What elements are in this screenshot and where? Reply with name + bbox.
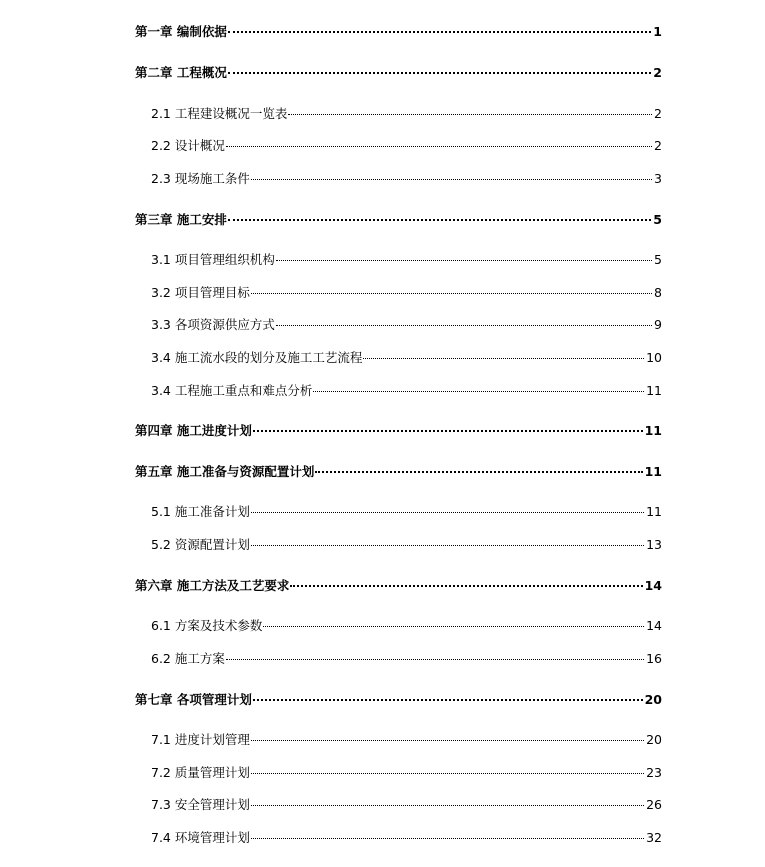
- dot-leader: [228, 30, 651, 33]
- toc-entry-title: 5.2 资源配置计划: [151, 537, 250, 552]
- toc-entry-section-6-1[interactable]: [151, 617, 662, 635]
- dot-leader: [228, 71, 651, 74]
- toc-entry-title: 6.2 施工方案: [151, 651, 225, 666]
- toc-entry-title: 第一章 编制依据: [135, 24, 227, 39]
- toc-entry-chapter-2[interactable]: [135, 64, 662, 82]
- toc-entry-page: 2: [654, 138, 662, 153]
- dot-leader: [251, 511, 644, 513]
- toc-entry-title: 3.3 各项资源供应方式: [151, 317, 275, 332]
- toc-entry-section-7-4[interactable]: [151, 829, 662, 847]
- toc-entry-title: 7.4 环境管理计划: [151, 830, 250, 845]
- toc-entry-title: 7.1 进度计划管理: [151, 732, 250, 747]
- toc-entry-page: 26: [646, 797, 662, 812]
- dot-leader: [251, 739, 644, 741]
- toc-entry-page: 2: [654, 106, 662, 121]
- dot-leader: [251, 804, 644, 806]
- toc-entry-page: 11: [644, 464, 662, 479]
- toc-entry-page: 2: [653, 65, 662, 80]
- toc-entry-section-5-1[interactable]: [151, 503, 662, 521]
- toc-entry-page: 11: [646, 383, 662, 398]
- toc-entry-chapter-3[interactable]: [135, 211, 662, 229]
- dot-leader: [288, 113, 652, 115]
- toc-entry-title: 第七章 各项管理计划: [135, 692, 252, 707]
- toc-entry-page: 1: [653, 24, 662, 39]
- dot-leader: [251, 292, 652, 294]
- dot-leader: [315, 470, 642, 473]
- toc-entry-title: 7.2 质量管理计划: [151, 765, 250, 780]
- toc-entry-page: 20: [644, 692, 662, 707]
- dot-leader: [290, 584, 642, 587]
- toc-entry-title: 第三章 施工安排: [135, 212, 227, 227]
- toc-entry-page: 10: [646, 350, 662, 365]
- dot-leader: [226, 145, 652, 147]
- dot-leader: [251, 772, 644, 774]
- toc-entry-page: 14: [646, 618, 662, 633]
- dot-leader: [226, 658, 644, 660]
- dot-leader: [228, 218, 651, 221]
- toc-entry-section-2-2[interactable]: [151, 137, 662, 155]
- dot-leader: [251, 178, 652, 180]
- toc-entry-section-6-2[interactable]: [151, 650, 662, 668]
- toc-entry-page: 5: [653, 212, 662, 227]
- dot-leader: [253, 698, 643, 701]
- toc-entry-page: 20: [646, 732, 662, 747]
- toc-entry-title: 3.1 项目管理组织机构: [151, 252, 275, 267]
- dot-leader: [251, 837, 644, 839]
- toc-entry-chapter-6[interactable]: [135, 577, 662, 595]
- toc-entry-title: 第六章 施工方法及工艺要求: [135, 578, 290, 593]
- toc-entry-chapter-1[interactable]: [135, 23, 662, 41]
- toc-entry-page: 11: [646, 504, 662, 519]
- toc-entry-page: 8: [654, 285, 662, 300]
- toc-entry-title: 3.4 工程施工重点和难点分析: [151, 383, 313, 398]
- toc-entry-title: 6.1 方案及技术参数: [151, 618, 263, 633]
- dot-leader: [276, 324, 652, 326]
- toc-entry-title: 7.3 安全管理计划: [151, 797, 250, 812]
- dot-leader: [263, 625, 644, 627]
- toc-entry-section-3-2[interactable]: [151, 284, 662, 302]
- toc-entry-title: 2.2 设计概况: [151, 138, 225, 153]
- toc-entry-page: 9: [654, 317, 662, 332]
- toc-entry-page: 16: [646, 651, 662, 666]
- toc-entry-section-5-2[interactable]: [151, 536, 662, 554]
- dot-leader: [276, 259, 652, 261]
- toc-entry-page: 13: [646, 537, 662, 552]
- toc-entry-page: 11: [644, 423, 662, 438]
- toc-entry-section-3-1[interactable]: [151, 251, 662, 269]
- toc-entry-chapter-4[interactable]: [135, 422, 662, 440]
- toc-entry-title: 5.1 施工准备计划: [151, 504, 250, 519]
- toc-entry-section-3-4[interactable]: [151, 349, 662, 367]
- toc-entry-section-7-2[interactable]: [151, 764, 662, 782]
- toc-entry-page: 23: [646, 765, 662, 780]
- toc-entry-section-3-4b[interactable]: [151, 382, 662, 400]
- dot-leader: [313, 390, 644, 392]
- toc-entry-page: 5: [654, 252, 662, 267]
- toc-entry-title: 第四章 施工进度计划: [135, 423, 252, 438]
- dot-leader: [363, 357, 644, 359]
- toc-entry-title: 第二章 工程概况: [135, 65, 227, 80]
- dot-leader: [251, 544, 644, 546]
- toc-entry-section-2-1[interactable]: [151, 105, 662, 123]
- toc-entry-title: 3.2 项目管理目标: [151, 285, 250, 300]
- toc-entry-page: 14: [644, 578, 662, 593]
- toc-entry-title: 第五章 施工准备与资源配置计划: [135, 464, 315, 479]
- toc-entry-section-2-3[interactable]: [151, 170, 662, 188]
- toc-entry-section-3-3[interactable]: [151, 316, 662, 334]
- toc-entry-title: 2.3 现场施工条件: [151, 171, 250, 186]
- toc-entry-page: 32: [646, 830, 662, 845]
- toc-entry-title: 3.4 施工流水段的划分及施工工艺流程: [151, 350, 363, 365]
- dot-leader: [253, 429, 643, 432]
- toc-entry-chapter-7[interactable]: [135, 691, 662, 709]
- toc-entry-title: 2.1 工程建设概况一览表: [151, 106, 288, 121]
- toc-entry-section-7-3[interactable]: [151, 796, 662, 814]
- toc-entry-page: 3: [654, 171, 662, 186]
- toc-entry-section-7-1[interactable]: [151, 731, 662, 749]
- toc-entry-chapter-5[interactable]: [135, 463, 662, 481]
